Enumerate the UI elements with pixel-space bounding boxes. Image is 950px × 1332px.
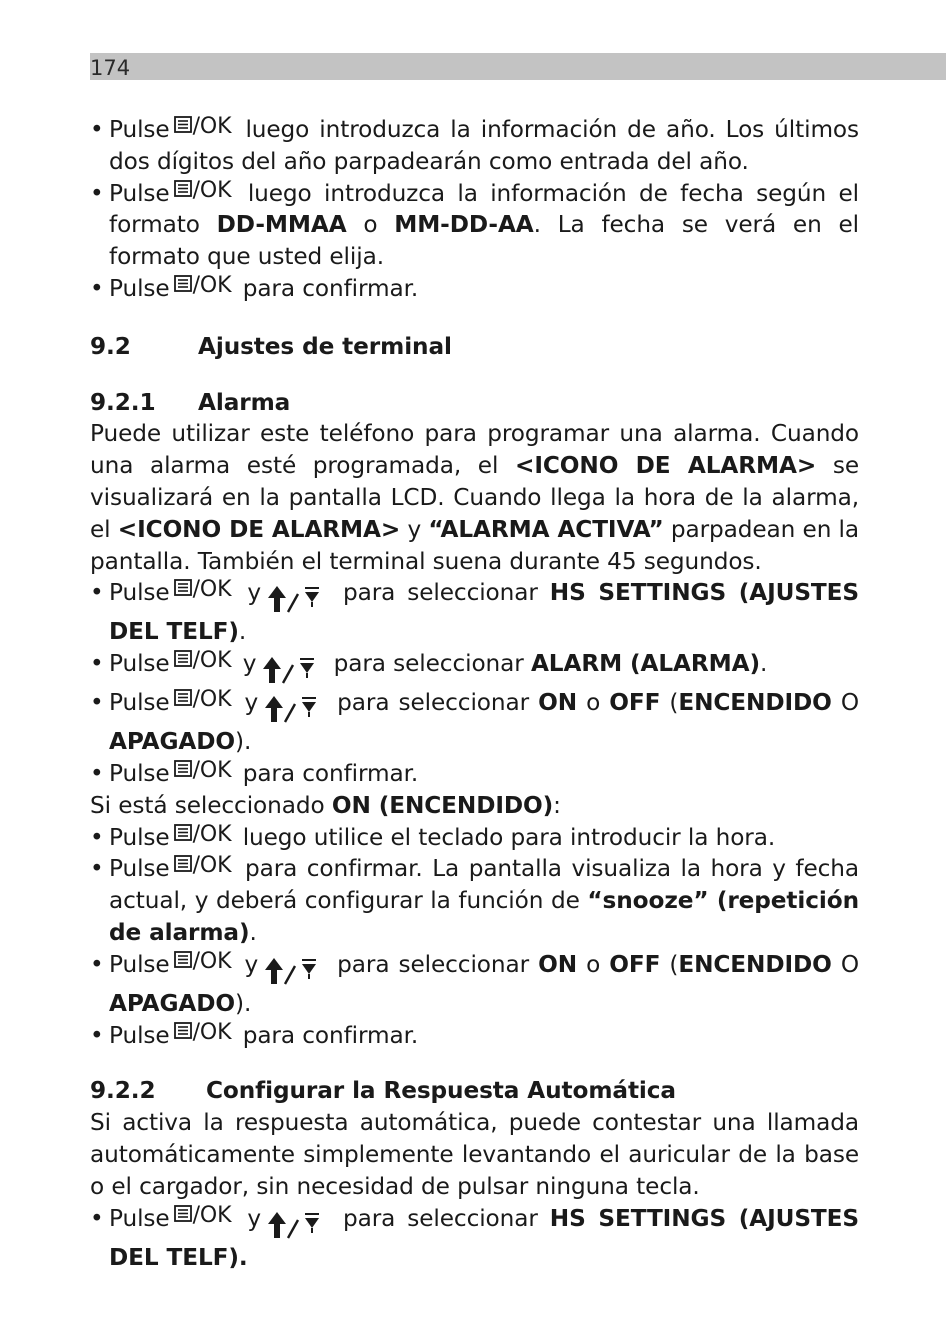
bullet-dot: • (90, 179, 104, 207)
menu-ok-key-icon: /OK (174, 1022, 232, 1044)
subsection-number: 9.2.1 (90, 388, 156, 416)
menu-ok-key-icon: /OK (174, 855, 232, 877)
bullet-dot: • (90, 759, 104, 787)
subsection-title: Configurar la Respuesta Automática (206, 1077, 676, 1105)
menu-ok-key-icon: /OK (174, 951, 232, 973)
bullet-dot: • (90, 274, 104, 302)
bullet-dot: • (90, 1021, 104, 1049)
paragraph: Puede utilizar este teléfono para programar una alarma. Cuando una alarma esté programada, el <ICONO DE ALARMA> se visualizará en la pantalla LCD. Cuando llega la hora de la alarma, el <ICONO DE ALARMA> y “ALARMA ACTIVA” parpadean en la pantalla. También el terminal suena durante 45 segundos. (90, 420, 860, 575)
list-item: • Pulse /OK y para seleccionar HS SETTINGS (AJUSTES DEL TELF). (90, 1202, 859, 1271)
section-heading (90, 331, 859, 363)
up-down-navigation-icon (265, 580, 325, 616)
bullet-dot: • (90, 1204, 104, 1232)
list-item: • Pulse /OK para confirmar. (90, 758, 859, 790)
bullet-dot: • (90, 950, 104, 978)
menu-ok-key-icon: /OK (174, 650, 232, 672)
bullet-dot: • (90, 823, 104, 851)
bullet-dot: • (90, 116, 104, 143)
up-down-navigation-icon (262, 690, 322, 726)
header-bar (90, 53, 946, 80)
menu-ok-key-icon: /OK (174, 116, 232, 138)
list-item: • Pulse /OK luego introduzca la información de fecha según el formato DD-MMAA o MM-DD-AA. La fecha se verá en el formato que usted elija. (90, 177, 859, 271)
up-down-navigation-icon (262, 952, 322, 988)
bullet-dot: • (90, 689, 104, 717)
section-title: Ajustes de terminal (198, 332, 452, 360)
list-item: • Pulse /OK para confirmar. (90, 1020, 859, 1052)
bullet-dot: • (90, 855, 104, 883)
list-item: • Pulse /OK luego introduzca la información de año. Los últimos dos dígitos del año parpadearán como entrada del año. (90, 114, 859, 175)
list-item: • Pulse /OK y para seleccionar ON o OFF (ENCENDIDO O APAGADO). (90, 687, 859, 756)
list-item: • Pulse /OK y para seleccionar HS SETTINGS (AJUSTES DEL TELF). (90, 577, 859, 646)
list-item: • Pulse /OK y para seleccionar ON o OFF (ENCENDIDO O APAGADO). (90, 948, 859, 1017)
bullet-dot: • (90, 650, 104, 678)
menu-ok-key-icon: /OK (174, 689, 232, 711)
list-item: • Pulse /OK y para seleccionar ALARM (ALARMA). (90, 648, 859, 687)
menu-ok-key-icon: /OK (174, 180, 232, 202)
paragraph: Si está seleccionado ON (ENCENDIDO): (90, 791, 561, 819)
paragraph: Si activa la respuesta automática, puede contestar una llamada automáticamente simplemente levantando el auricular de la base o el cargador, sin necesidad de pulsar ninguna tecla. (90, 1109, 859, 1200)
page-number: 174 (90, 56, 131, 80)
menu-ok-key-icon: /OK (174, 579, 232, 601)
subsection-heading (90, 387, 859, 419)
subsection-heading (90, 1075, 859, 1107)
list-item: • Pulse /OK para confirmar. La pantalla visualiza la hora y fecha actual, y deberá configurar la función de “snooze” (repetición de alarma). (90, 853, 859, 946)
menu-ok-key-icon: /OK (174, 760, 232, 782)
menu-ok-key-icon: /OK (174, 275, 232, 297)
section-number: 9.2 (90, 332, 131, 360)
up-down-navigation-icon (260, 651, 320, 687)
subsection-number: 9.2.2 (90, 1077, 156, 1105)
bullet-dot: • (90, 579, 104, 607)
menu-ok-key-icon: /OK (174, 824, 232, 846)
up-down-navigation-icon (265, 1206, 325, 1242)
list-item: • Pulse /OK para confirmar. (90, 273, 859, 305)
subsection-title: Alarma (198, 388, 291, 416)
page-content (90, 114, 859, 1273)
list-item: • Pulse /OK luego utilice el teclado para introducir la hora. (90, 822, 859, 854)
menu-ok-key-icon: /OK (174, 1205, 232, 1227)
